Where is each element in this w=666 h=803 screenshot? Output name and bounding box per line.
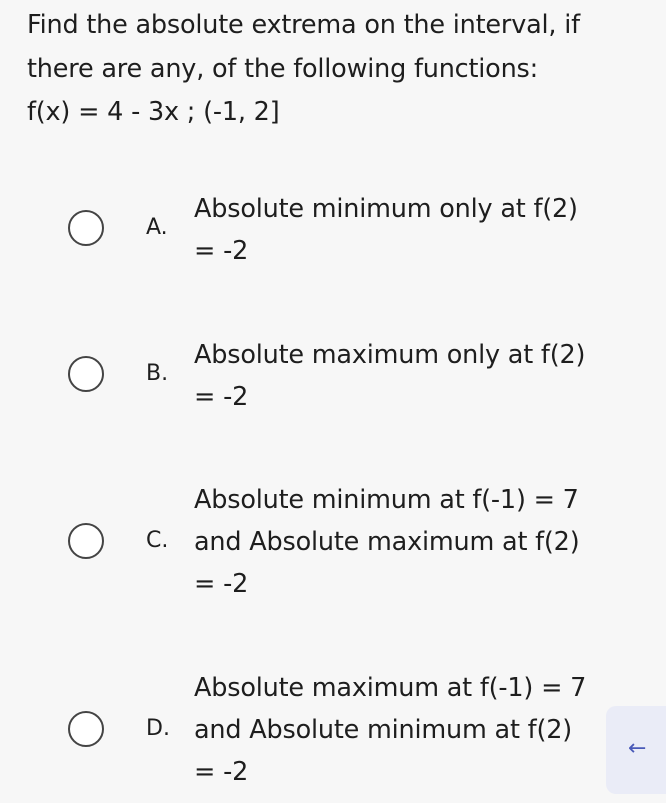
question-text [27, 4, 627, 135]
option-text-line: Absolute maximum at f(-1) = 7 [194, 673, 587, 703]
option-text-line: and Absolute minimum at f(2) [194, 715, 572, 745]
option-letter-a: A. [146, 215, 168, 240]
option-text-c [194, 479, 579, 605]
radio-button-c[interactable] [68, 523, 104, 559]
option-letter-c: C. [146, 528, 169, 553]
collapse-panel-tab[interactable] [606, 706, 666, 794]
option-text-a [194, 188, 578, 272]
question-function: f(x) = 4 - 3x ; (-1, 2] [27, 97, 280, 127]
option-text-line: Absolute maximum only at f(2) [194, 340, 586, 370]
option-text-line: and Absolute maximum at f(2) [194, 527, 580, 557]
option-text-line: Absolute minimum only at f(2) [194, 194, 578, 224]
option-text-line: = -2 [194, 236, 249, 266]
question-line: Find the absolute extrema on the interval, if [27, 10, 580, 40]
option-text-line: = -2 [194, 757, 249, 787]
option-text-b [194, 334, 585, 418]
arrow-left-icon: ← [628, 736, 647, 761]
option-text-line: = -2 [194, 382, 249, 412]
radio-button-b[interactable] [68, 356, 104, 392]
option-text-line: Absolute minimum at f(-1) = 7 [194, 485, 579, 515]
radio-button-d[interactable] [68, 711, 104, 747]
option-text-d [194, 667, 586, 793]
option-letter-d: D. [146, 716, 170, 741]
option-text-line: = -2 [194, 569, 249, 599]
radio-button-a[interactable] [68, 210, 104, 246]
option-letter-b: B. [146, 361, 169, 386]
question-line: there are any, of the following functions: [27, 53, 539, 84]
